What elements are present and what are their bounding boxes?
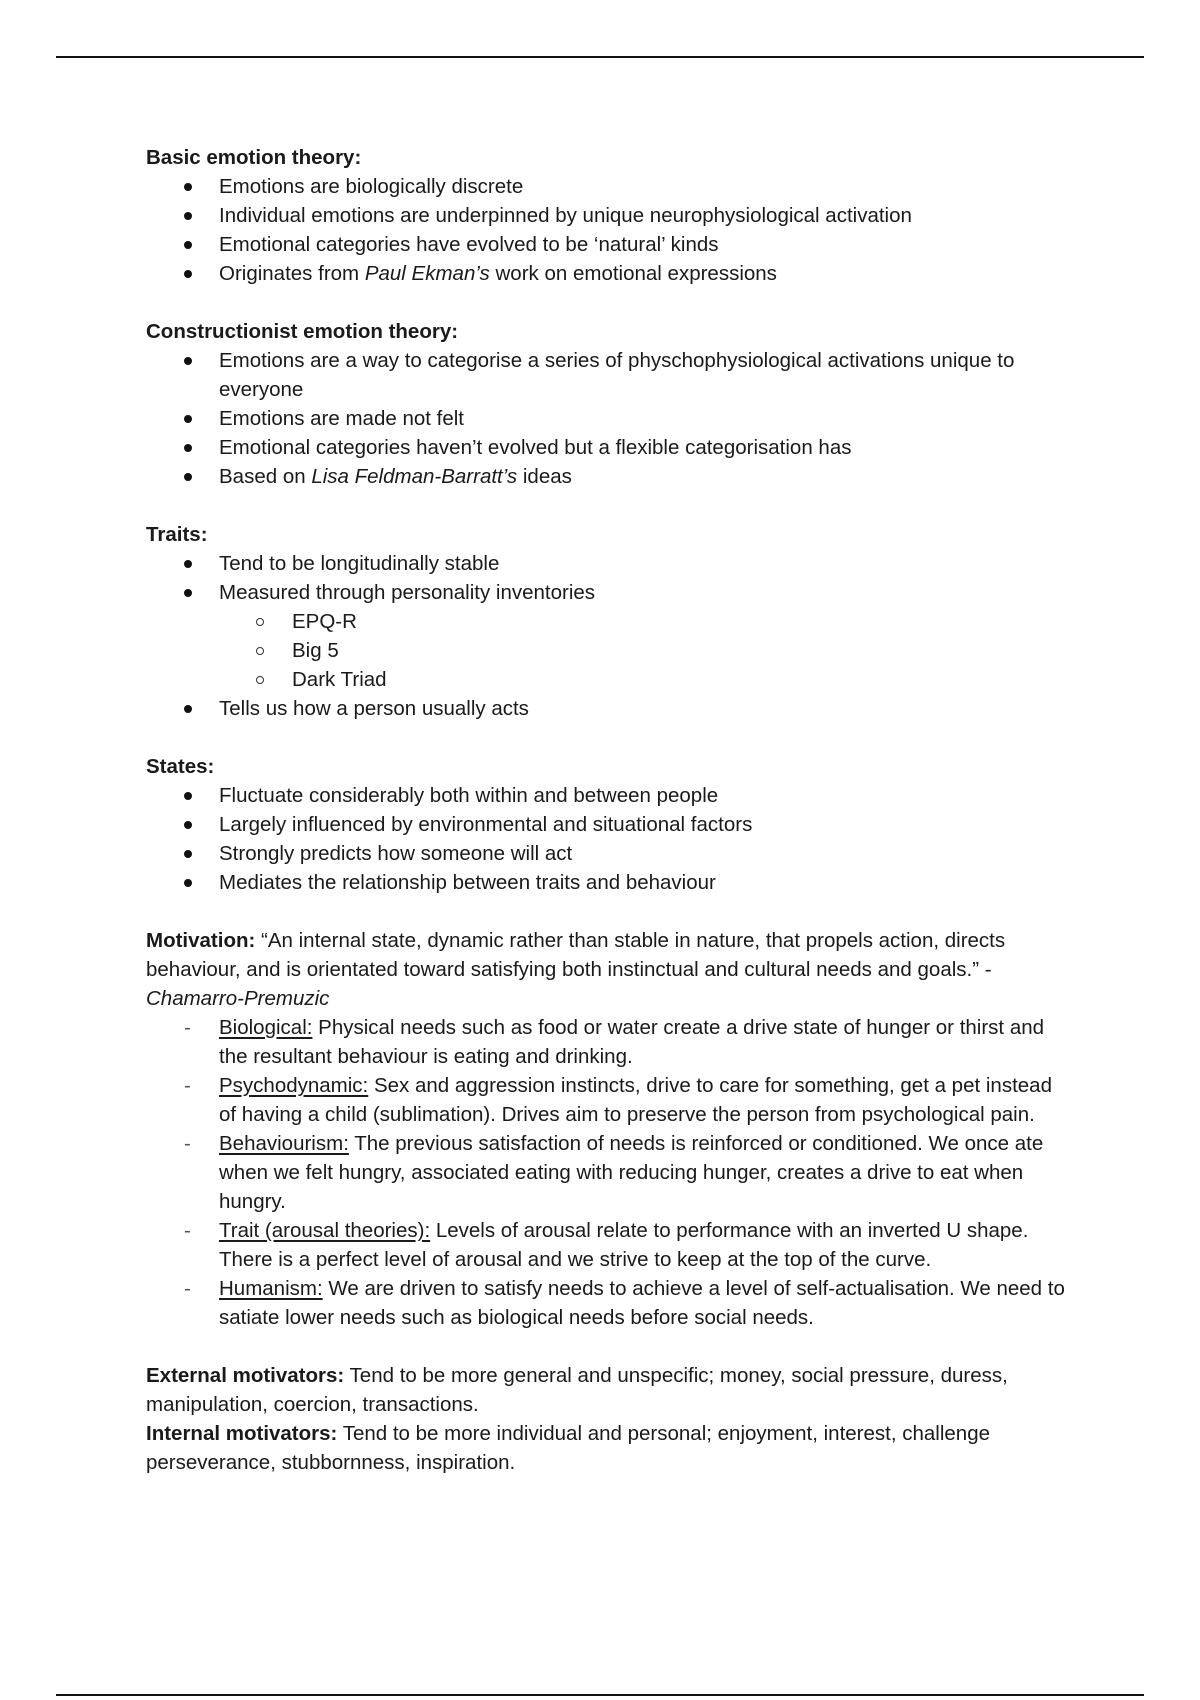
inventory-sublist [146, 607, 1066, 694]
type-term: Psychodynamic: [219, 1074, 369, 1097]
list-item [146, 259, 1066, 288]
type-text: The previous satisfaction of needs is reinforced or conditioned. We once ate when we felt hungry, associated eating with reducing hunger, creates a drive to eat when hungry. [219, 1132, 1044, 1213]
list-item: Strongly predicts how someone will act [146, 839, 1066, 868]
type-term: Trait (arousal theories): [219, 1219, 431, 1242]
list-item: Emotions are a way to categorise a series of physchophysiological activations unique to everyone [146, 346, 1066, 404]
motivation-section [146, 926, 1066, 1332]
constructionist-section [146, 317, 1066, 491]
motivation-label: Motivation: [146, 929, 256, 952]
external-text: Tend to be more general and unspecific; money, social pressure, duress, manipulation, coercion, transactions. [146, 1364, 1008, 1416]
motivators-section [146, 1361, 1066, 1477]
internal-label: Internal motivators: [146, 1422, 338, 1445]
motivation-definition [146, 926, 1066, 1013]
type-text: We are driven to satisfy needs to achieve a level of self-actualisation. We need to satiate lower needs such as biological needs before social needs. [219, 1277, 1065, 1329]
sub-list-item: Dark Triad [146, 665, 1066, 694]
states-heading: States: [146, 755, 215, 778]
bottom-rule [56, 1694, 1144, 1696]
external-label: External motivators: [146, 1364, 345, 1387]
list-item: Mediates the relationship between traits and behaviour [146, 868, 1066, 897]
item-text: Based on [219, 465, 312, 488]
type-text: Sex and aggression instincts, drive to care for something, get a pet instead of having a child (sublimation). Drives aim to preserve the person from psychological pain. [219, 1074, 1052, 1126]
list-item: Emotions are made not felt [146, 404, 1066, 433]
list-item: Emotions are biologically discrete [146, 172, 1066, 201]
list-item: Emotional categories have evolved to be ‘natural’ kinds [146, 230, 1066, 259]
external-motivators [146, 1361, 1066, 1419]
traits-section [146, 520, 1066, 723]
motivation-quote: “An internal state, dynamic rather than stable in nature, that propels action, directs behaviour, and is orientated toward satisfying both instinctual and cultural needs and goals.” - [146, 929, 1006, 981]
list-item: Tells us how a person usually acts [146, 694, 1066, 723]
constructionist-heading: Constructionist emotion theory: [146, 320, 459, 343]
document-body [146, 143, 1066, 1477]
sub-list-item: Big 5 [146, 636, 1066, 665]
states-section [146, 752, 1066, 897]
list-item [146, 1129, 1066, 1216]
list-item: Emotional categories haven’t evolved but a flexible categorisation has [146, 433, 1066, 462]
states-list [146, 781, 1066, 897]
list-item: Fluctuate considerably both within and between people [146, 781, 1066, 810]
internal-text: Tend to be more individual and personal; enjoyment, interest, challenge perseverance, stubbornness, inspiration. [146, 1422, 990, 1474]
author-name: Lisa Feldman-Barratt’s [311, 465, 518, 488]
traits-heading: Traits: [146, 523, 208, 546]
type-text: Levels of arousal relate to performance with an inverted U shape. There is a perfect level of arousal and we strive to keep at the top of the curve. [219, 1219, 1029, 1271]
list-item: Individual emotions are underpinned by unique neurophysiological activation [146, 201, 1066, 230]
author-name: Paul Ekman’s [364, 262, 490, 285]
basic-emotion-heading: Basic emotion theory: [146, 146, 362, 169]
list-item: Tend to be longitudinally stable [146, 549, 1066, 578]
list-item [146, 1071, 1066, 1129]
top-rule [56, 56, 1144, 58]
type-text: Physical needs such as food or water create a drive state of hunger or thirst and the resultant behaviour is eating and drinking. [219, 1016, 1045, 1068]
type-term: Humanism: [219, 1277, 323, 1300]
constructionist-list [146, 346, 1066, 491]
item-text: work on emotional expressions [489, 262, 777, 285]
basic-emotion-section [146, 143, 1066, 288]
list-item [146, 1013, 1066, 1071]
quote-author: Chamarro-Premuzic [146, 987, 330, 1010]
type-term: Biological: [219, 1016, 313, 1039]
sub-list-item: EPQ-R [146, 607, 1066, 636]
list-item [146, 462, 1066, 491]
item-text: ideas [517, 465, 572, 488]
type-term: Behaviourism: [219, 1132, 349, 1155]
motivation-types-list [146, 1013, 1066, 1332]
list-item [146, 1274, 1066, 1332]
basic-emotion-list [146, 172, 1066, 288]
list-item [146, 1216, 1066, 1274]
internal-motivators [146, 1419, 1066, 1477]
item-text: Originates from [219, 262, 365, 285]
list-item: Largely influenced by environmental and situational factors [146, 810, 1066, 839]
traits-list-end [146, 694, 1066, 723]
list-item: Measured through personality inventories [146, 578, 1066, 607]
traits-list [146, 549, 1066, 607]
